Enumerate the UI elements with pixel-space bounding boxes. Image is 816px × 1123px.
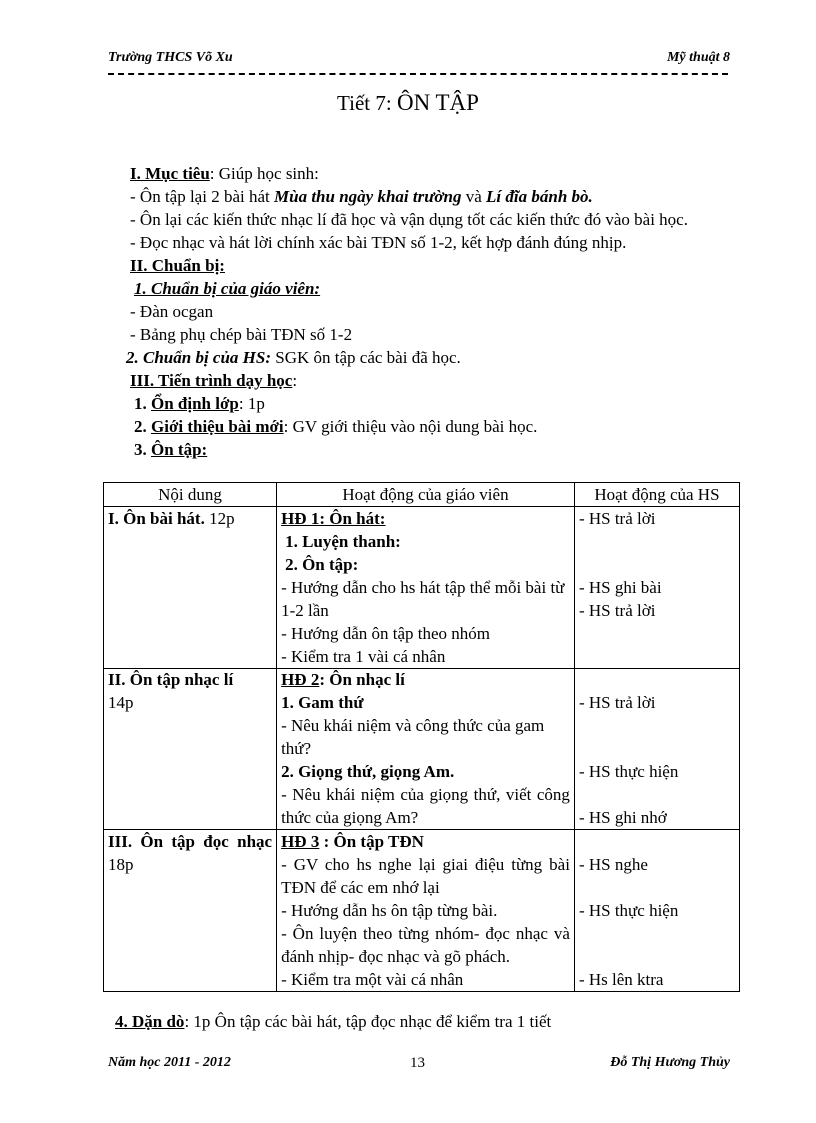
objectives-line-1: - Ôn tập lại 2 bài hát Mùa thu ngày khai trường và Lí đĩa bánh bò.: [130, 187, 593, 206]
row2-student: - HS trả lời - HS thực hiện - HS ghi nhớ: [574, 668, 739, 830]
objectives-heading-line: I. Mục tiêu: Giúp học sinh:: [130, 164, 319, 183]
song-1: Mùa thu ngày khai trường: [274, 187, 462, 206]
row3-teacher: HĐ 3 : Ôn tập TĐN - GV cho hs nghe lại giai điệu từng bài TĐN để các em nhớ lại - Hướng dẫn hs ôn tập từng bài. - Ôn luyện theo từng nhóm- đọc nhạc và đánh nhịp- đọc nhạc và gõ phách. - Kiểm tra một vài cá nhân: [277, 830, 575, 992]
process-step-2: 2. Giới thiệu bài mới: GV giới thiệu vào nội dung bài học.: [134, 417, 538, 436]
table-row: [104, 507, 740, 669]
header-content: Nội dung: [104, 483, 277, 507]
row3-content: III. Ôn tập đọc nhạc 18p: [104, 830, 277, 992]
table-row: [104, 830, 740, 992]
prep-student-line: 2. Chuẩn bị của HS: SGK ôn tập các bài đã học.: [126, 348, 461, 367]
lesson-body: [126, 162, 730, 461]
review-table: [103, 482, 740, 669]
row1-content: I. Ôn bài hát. 12p: [104, 507, 277, 669]
process-step-1: 1. Ổn định lớp: 1p: [134, 394, 265, 413]
objectives-line-2: - Ôn lại các kiến thức nhạc lí đã học và vận dụng tốt các kiến thức đó vào bài học.: [130, 210, 688, 229]
prep-heading: II. Chuẩn bị:: [130, 256, 225, 275]
prep-teacher-item: - Đàn ocgan: [130, 302, 214, 321]
objectives-heading: I. Mục tiêu: [130, 164, 210, 183]
song-2: Lí đĩa bánh bò: [486, 187, 589, 206]
footer-year: Năm học 2011 - 2012: [108, 1055, 231, 1070]
title-main: ÔN TẬP: [396, 90, 479, 115]
row3-student: - HS nghe - HS thực hiện - Hs lên ktra: [574, 830, 739, 992]
row1-teacher: HĐ 1: Ôn hát: 1. Luyện thanh: 2. Ôn tập: - Hướng dẫn cho hs hát tập thể mỗi bài từ 1-2 lần - Hướng dẫn ôn tập theo nhóm - Kiểm tra 1 vài cá nhân: [277, 507, 575, 669]
header-rule: [108, 73, 728, 75]
footer-page-number: 13: [410, 1055, 425, 1071]
table-row: [104, 668, 740, 830]
process-step-3: 3. Ôn tập:: [134, 440, 208, 459]
row1-student: - HS trả lời - HS ghi bài - HS trả lời: [574, 507, 739, 669]
table-header-row: [104, 483, 740, 507]
header-school: Trường THCS Võ Xu: [108, 50, 233, 65]
closing-instructions: 4. Dặn dò: 1p Ôn tập các bài hát, tập đọc nhạc để kiểm tra 1 tiết: [115, 1012, 552, 1031]
row2-content: II. Ôn tập nhạc lí 14p: [104, 668, 277, 830]
review-table-continued: [103, 668, 740, 992]
title-prefix: Tiết 7:: [337, 91, 392, 115]
header-teacher: Hoạt động của giáo viên: [277, 483, 575, 507]
header-subject: Mỹ thuật 8: [666, 50, 730, 65]
process-heading: III. Tiến trình dạy học:: [130, 371, 298, 390]
objectives-line-3: - Đọc nhạc và hát lời chính xác bài TĐN số 1-2, kết hợp đánh đúng nhịp.: [130, 233, 627, 252]
row2-teacher: HĐ 2: Ôn nhạc lí 1. Gam thứ - Nêu khái niệm và công thức của gam thứ? 2. Giọng thứ, giọng Am. - Nêu khái niệm của giọng thứ, viết công thức của giọng Am?: [277, 668, 575, 830]
prep-teacher-item: - Bảng phụ chép bài TĐN số 1-2: [130, 325, 353, 344]
footer-author: Đỗ Thị Hương Thủy: [610, 1055, 730, 1070]
lesson-title: [0, 90, 816, 116]
prep-teacher-heading: 1. Chuẩn bị của giáo viên:: [134, 279, 321, 298]
header-student: Hoạt động của HS: [574, 483, 739, 507]
